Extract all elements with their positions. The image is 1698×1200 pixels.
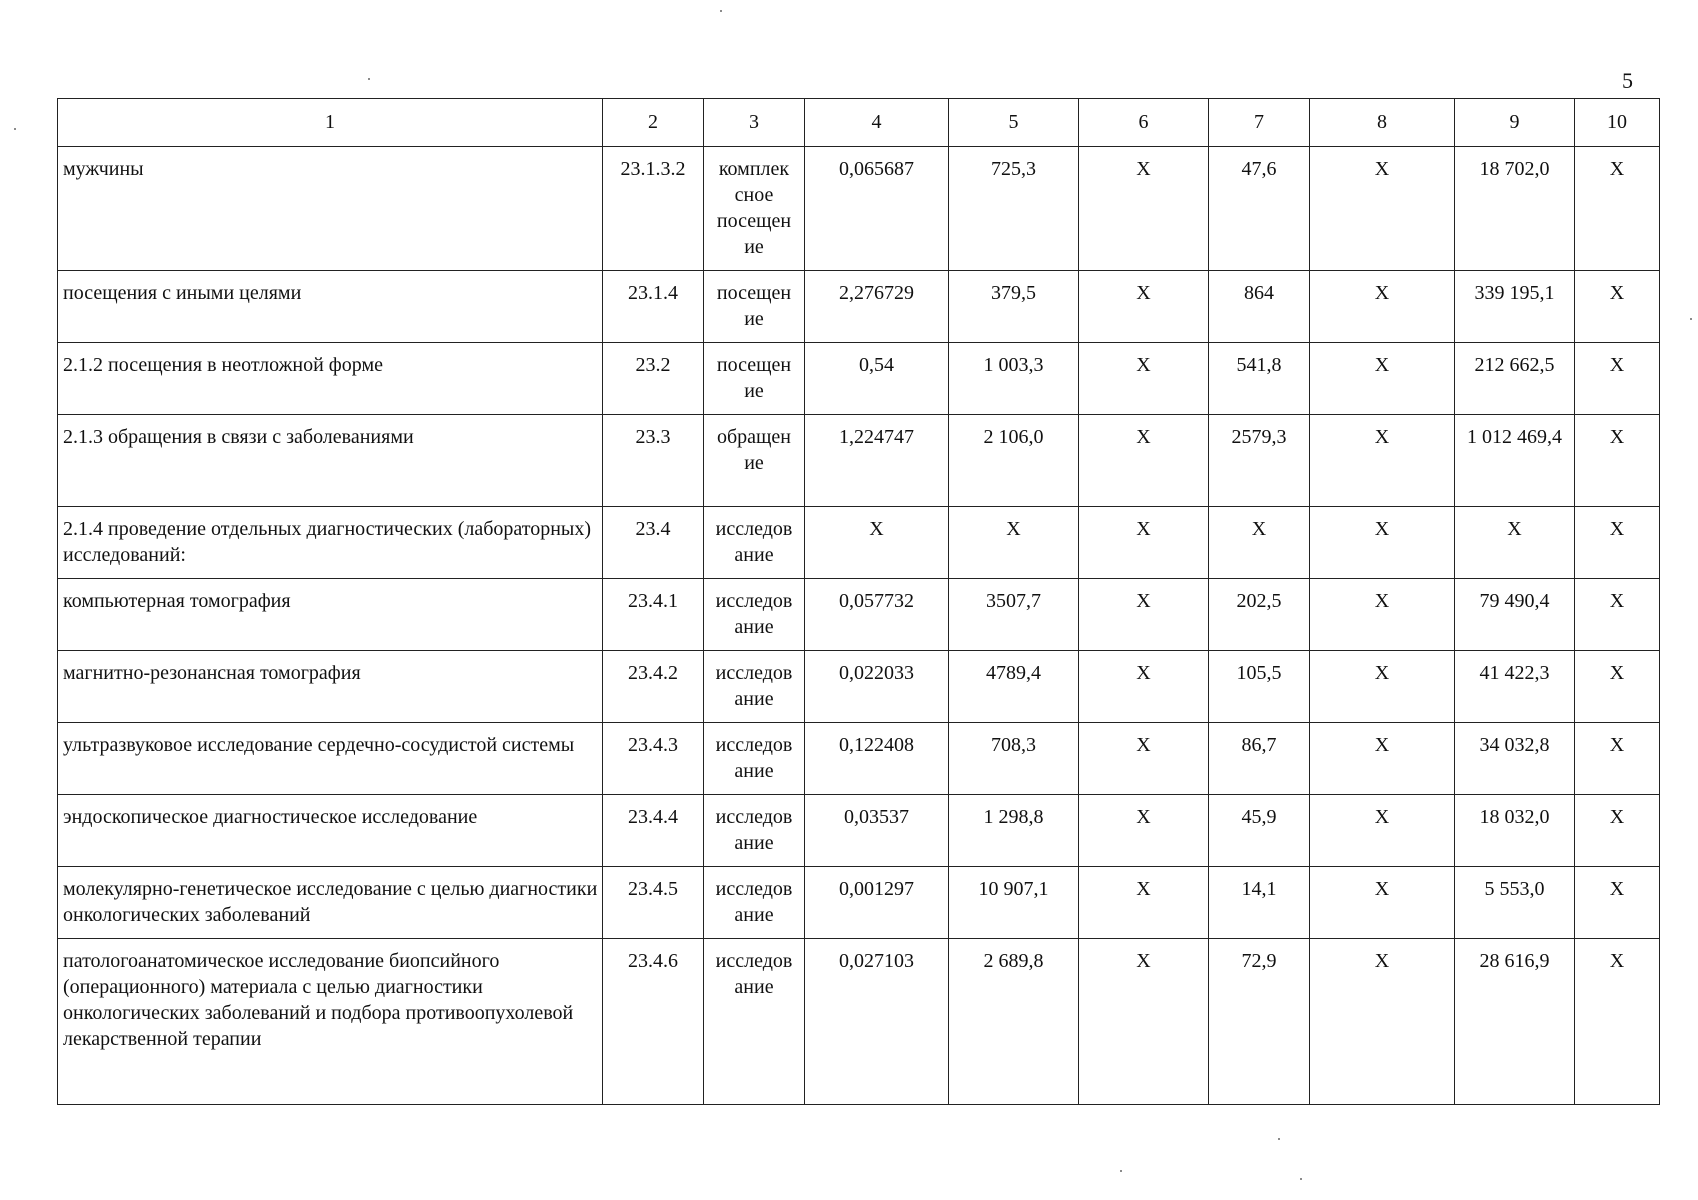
table-row xyxy=(58,343,1660,415)
column-header: 2 xyxy=(603,99,704,147)
column-header: 4 xyxy=(805,99,949,147)
cell-col10: X xyxy=(1575,867,1660,939)
row-name: компьютерная томография xyxy=(58,579,603,651)
cell-col9: 339 195,1 xyxy=(1455,271,1575,343)
cell-col8: X xyxy=(1310,651,1455,723)
scan-speck xyxy=(1120,1170,1122,1172)
cell-col7: 45,9 xyxy=(1209,795,1310,867)
row-name: 2.1.4 проведение отдельных диагностических (лабораторных) исследований: xyxy=(58,507,603,579)
column-header: 3 xyxy=(704,99,805,147)
cell-col7: 202,5 xyxy=(1209,579,1310,651)
cell-col5: 1 298,8 xyxy=(949,795,1079,867)
cell-col10: X xyxy=(1575,507,1660,579)
cell-col8: X xyxy=(1310,415,1455,507)
row-name: посещения с иными целями xyxy=(58,271,603,343)
column-header: 5 xyxy=(949,99,1079,147)
cell-col5: 4789,4 xyxy=(949,651,1079,723)
row-code: 23.1.4 xyxy=(603,271,704,343)
cell-col4: 0,122408 xyxy=(805,723,949,795)
page-number: 5 xyxy=(1622,68,1633,93)
cell-col6: X xyxy=(1079,867,1209,939)
row-unit: исследов ание xyxy=(704,867,805,939)
cell-col4: 2,276729 xyxy=(805,271,949,343)
header-row xyxy=(58,99,1660,147)
cell-col7: 14,1 xyxy=(1209,867,1310,939)
cell-col6: X xyxy=(1079,147,1209,271)
cell-col7: 72,9 xyxy=(1209,939,1310,1105)
row-unit: исследов ание xyxy=(704,939,805,1105)
cell-col5: 3507,7 xyxy=(949,579,1079,651)
cell-col6: X xyxy=(1079,415,1209,507)
table-row xyxy=(58,147,1660,271)
cell-col6: X xyxy=(1079,271,1209,343)
row-name: магнитно-резонансная томография xyxy=(58,651,603,723)
row-unit: посещен ие xyxy=(704,343,805,415)
cell-col8: X xyxy=(1310,147,1455,271)
row-unit: исследов ание xyxy=(704,795,805,867)
cell-col4: 1,224747 xyxy=(805,415,949,507)
row-unit: исследов ание xyxy=(704,507,805,579)
row-code: 23.4.1 xyxy=(603,579,704,651)
cell-col7: 2579,3 xyxy=(1209,415,1310,507)
row-code: 23.3 xyxy=(603,415,704,507)
cell-col9: 34 032,8 xyxy=(1455,723,1575,795)
table-row xyxy=(58,579,1660,651)
row-unit: исследов ание xyxy=(704,723,805,795)
cell-col5: 2 106,0 xyxy=(949,415,1079,507)
cell-col10: X xyxy=(1575,939,1660,1105)
cell-col4: 0,022033 xyxy=(805,651,949,723)
cell-col9: 41 422,3 xyxy=(1455,651,1575,723)
cell-col8: X xyxy=(1310,723,1455,795)
cell-col10: X xyxy=(1575,147,1660,271)
table-row xyxy=(58,723,1660,795)
cell-col9: 18 032,0 xyxy=(1455,795,1575,867)
cell-col10: X xyxy=(1575,651,1660,723)
cell-col6: X xyxy=(1079,651,1209,723)
cell-col4: 0,54 xyxy=(805,343,949,415)
cell-col5: X xyxy=(949,507,1079,579)
cell-col5: 1 003,3 xyxy=(949,343,1079,415)
column-header: 6 xyxy=(1079,99,1209,147)
cell-col8: X xyxy=(1310,271,1455,343)
row-code: 23.4 xyxy=(603,507,704,579)
column-header: 1 xyxy=(58,99,603,147)
column-header: 8 xyxy=(1310,99,1455,147)
row-code: 23.1.3.2 xyxy=(603,147,704,271)
cell-col9: 212 662,5 xyxy=(1455,343,1575,415)
row-name: ультразвуковое исследование сердечно-сосудистой системы xyxy=(58,723,603,795)
table-row xyxy=(58,939,1660,1105)
cell-col7: 541,8 xyxy=(1209,343,1310,415)
cell-col7: X xyxy=(1209,507,1310,579)
cell-col6: X xyxy=(1079,507,1209,579)
scan-speck xyxy=(1690,318,1692,320)
row-code: 23.4.3 xyxy=(603,723,704,795)
table-row xyxy=(58,795,1660,867)
cell-col7: 105,5 xyxy=(1209,651,1310,723)
cell-col9: 18 702,0 xyxy=(1455,147,1575,271)
cell-col9: 5 553,0 xyxy=(1455,867,1575,939)
column-header: 9 xyxy=(1455,99,1575,147)
scan-speck xyxy=(720,10,722,12)
row-name: молекулярно-генетическое исследование с целью диагностики онкологических заболеваний xyxy=(58,867,603,939)
cell-col7: 47,6 xyxy=(1209,147,1310,271)
cell-col6: X xyxy=(1079,939,1209,1105)
row-code: 23.4.4 xyxy=(603,795,704,867)
row-code: 23.4.5 xyxy=(603,867,704,939)
cell-col4: 0,057732 xyxy=(805,579,949,651)
cell-col10: X xyxy=(1575,579,1660,651)
cell-col5: 725,3 xyxy=(949,147,1079,271)
cell-col8: X xyxy=(1310,939,1455,1105)
table-row xyxy=(58,651,1660,723)
column-header: 7 xyxy=(1209,99,1310,147)
row-unit: исследов ание xyxy=(704,651,805,723)
cell-col8: X xyxy=(1310,867,1455,939)
column-header: 10 xyxy=(1575,99,1660,147)
cell-col4: 0,03537 xyxy=(805,795,949,867)
scan-speck xyxy=(1278,1138,1280,1140)
cell-col5: 708,3 xyxy=(949,723,1079,795)
cell-col5: 379,5 xyxy=(949,271,1079,343)
row-code: 23.4.6 xyxy=(603,939,704,1105)
row-unit: комплек сное посещен ие xyxy=(704,147,805,271)
scan-speck xyxy=(14,128,16,130)
row-name: эндоскопическое диагностическое исследование xyxy=(58,795,603,867)
cell-col10: X xyxy=(1575,271,1660,343)
scan-speck xyxy=(1300,1178,1302,1180)
table-row xyxy=(58,867,1660,939)
cell-col7: 864 xyxy=(1209,271,1310,343)
row-unit: обращен ие xyxy=(704,415,805,507)
row-name: мужчины xyxy=(58,147,603,271)
row-name: 2.1.3 обращения в связи с заболеваниями xyxy=(58,415,603,507)
cell-col5: 2 689,8 xyxy=(949,939,1079,1105)
row-name: патологоанатомическое исследование биопсийного (операционного) материала с целью диагностики онкологических заболеваний и подбора противоопухолевой лекарственной терапии xyxy=(58,939,603,1105)
cell-col8: X xyxy=(1310,343,1455,415)
cell-col10: X xyxy=(1575,415,1660,507)
row-code: 23.2 xyxy=(603,343,704,415)
cell-col9: 79 490,4 xyxy=(1455,579,1575,651)
cell-col4: X xyxy=(805,507,949,579)
cell-col6: X xyxy=(1079,579,1209,651)
cell-col8: X xyxy=(1310,795,1455,867)
data-table xyxy=(57,98,1660,1105)
cell-col6: X xyxy=(1079,723,1209,795)
scan-speck xyxy=(368,78,370,80)
cell-col9: 1 012 469,4 xyxy=(1455,415,1575,507)
cell-col4: 0,027103 xyxy=(805,939,949,1105)
row-unit: исследов ание xyxy=(704,579,805,651)
cell-col6: X xyxy=(1079,343,1209,415)
cell-col9: X xyxy=(1455,507,1575,579)
table-row xyxy=(58,507,1660,579)
cell-col8: X xyxy=(1310,507,1455,579)
cell-col5: 10 907,1 xyxy=(949,867,1079,939)
cell-col10: X xyxy=(1575,343,1660,415)
cell-col8: X xyxy=(1310,579,1455,651)
row-unit: посещен ие xyxy=(704,271,805,343)
cell-col9: 28 616,9 xyxy=(1455,939,1575,1105)
cell-col7: 86,7 xyxy=(1209,723,1310,795)
cell-col10: X xyxy=(1575,795,1660,867)
cell-col6: X xyxy=(1079,795,1209,867)
cell-col4: 0,001297 xyxy=(805,867,949,939)
cell-col4: 0,065687 xyxy=(805,147,949,271)
table-row xyxy=(58,271,1660,343)
row-code: 23.4.2 xyxy=(603,651,704,723)
row-name: 2.1.2 посещения в неотложной форме xyxy=(58,343,603,415)
table-row xyxy=(58,415,1660,507)
cell-col10: X xyxy=(1575,723,1660,795)
